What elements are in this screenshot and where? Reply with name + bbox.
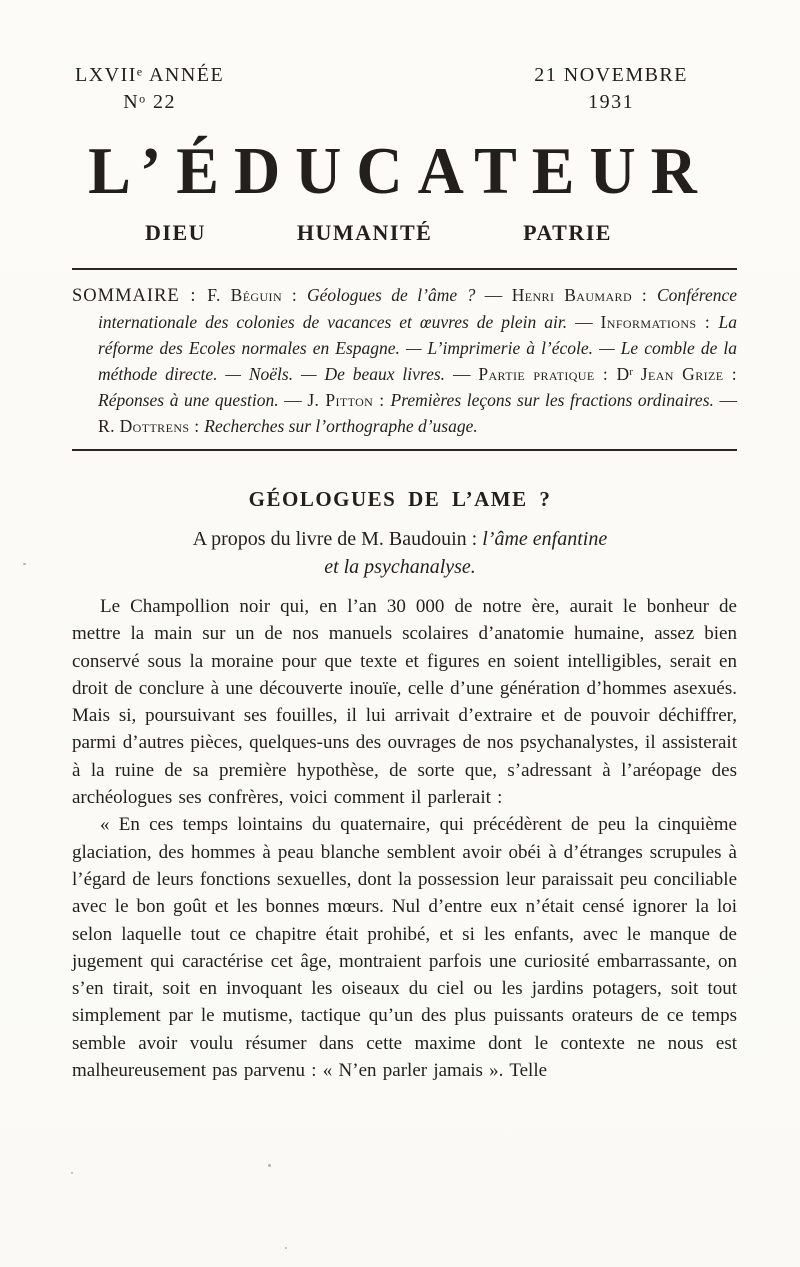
- issue-date-year: 1931: [588, 91, 635, 113]
- journal-title: L’ÉDUCATEUR: [88, 133, 712, 208]
- motto-dieu: DIEU: [145, 220, 207, 245]
- issue-header: [75, 62, 688, 116]
- divider-rule-top: [72, 268, 737, 270]
- article-body: [72, 593, 737, 1084]
- motto-humanite: HUMANITÉ: [296, 220, 433, 245]
- article-subtitle: [0, 525, 800, 581]
- scan-speck: [285, 1247, 287, 1249]
- issue-info: [75, 62, 224, 116]
- sommaire-block: SOMMAIRE : F. Béguin : Géologues de l’âme ? — Henri Baumard : Conférence internationale des colonies de vacances et œuvres de plein air. — Informations : La réforme des Ecoles normales en Espagne. — L’imprimerie à l’école. — Le comble de la méthode directe. — Noëls. — De beaux livres. — Partie pratique : Dʳ Jean Grize : Réponses à une question. — J. Pitton : Premières leçons sur les fractions ordinaires. — R. Dottrens : Recherches sur l’orthographe d’usage.: [72, 285, 738, 436]
- article-paragraph-2: « En ces temps lointains du quaternaire, qui précédèrent de peu la cinquième glaciation, des hommes à peau blanche semblent avoir obéi à d’étranges scrupules à l’égard de leurs fonctions sexuelles, dont la possession leur paraissait peu conciliable avec le bon goût et les bonnes mœurs. Nul d’entre eux n’était censé ignorer la loi selon laquelle tout ce chapitre était prohibé, et si les enfants, avec le manque de jugement qui caractérise cet âge, montraient parfois une curiosité embarrassante, on s’en tirait, soit en invoquant les oiseaux du ciel ou les jardins potagers, soit tout simplement par le mutisme, tactique qu’un des plus puissants orateurs de ce temps semble avoir voulu résumer dans cette maxime dont le contexte ne nous est malheureusement pas parvenu : « N’en parler jamais ». Telle: [72, 814, 737, 1082]
- motto-patrie: PATRIE: [523, 220, 612, 245]
- scan-speck: [268, 1164, 271, 1167]
- scan-speck: [71, 1172, 73, 1174]
- article-subtitle-line1: A propos du livre de M. Baudouin : l’âme enfantine: [192, 528, 608, 550]
- article-paragraph-1: Le Champollion noir qui, en l’an 30 000 de notre ère, aurait le bonheur de mettre la main sur un de nos manuels scolaires d’anatomie humaine, assez bien conservé sous la moraine pour que texte et figures en soient intelligibles, serait en droit de conclure à une découverte inouïe, celle d’une génération d’hommes asexués. Mais si, poursuivant ses fouilles, il lui arrivait d’extraire et de pouvoir déchiffrer, parmi d’autres pièces, quelques-uns des ouvrages de nos psychanalystes, il assisterait à la ruine de sa première hypothèse, de sorte que, s’adressant à l’aréopage des archéologues ses confrères, voici comment il parlerait :: [72, 596, 737, 809]
- scan-speck: [23, 563, 26, 565]
- divider-rule-bottom: [72, 449, 737, 451]
- journal-motto: [145, 220, 612, 246]
- issue-year: LXVIIᵉ ANNÉE: [75, 64, 225, 86]
- issue-number: Nᵒ 22: [123, 91, 176, 113]
- issue-date: [534, 62, 688, 116]
- article-subtitle-line2: et la psychanalyse.: [324, 556, 476, 578]
- issue-date-month: 21 NOVEMBRE: [534, 64, 688, 86]
- article-title: GÉOLOGUES DE L’AME ?: [248, 487, 552, 511]
